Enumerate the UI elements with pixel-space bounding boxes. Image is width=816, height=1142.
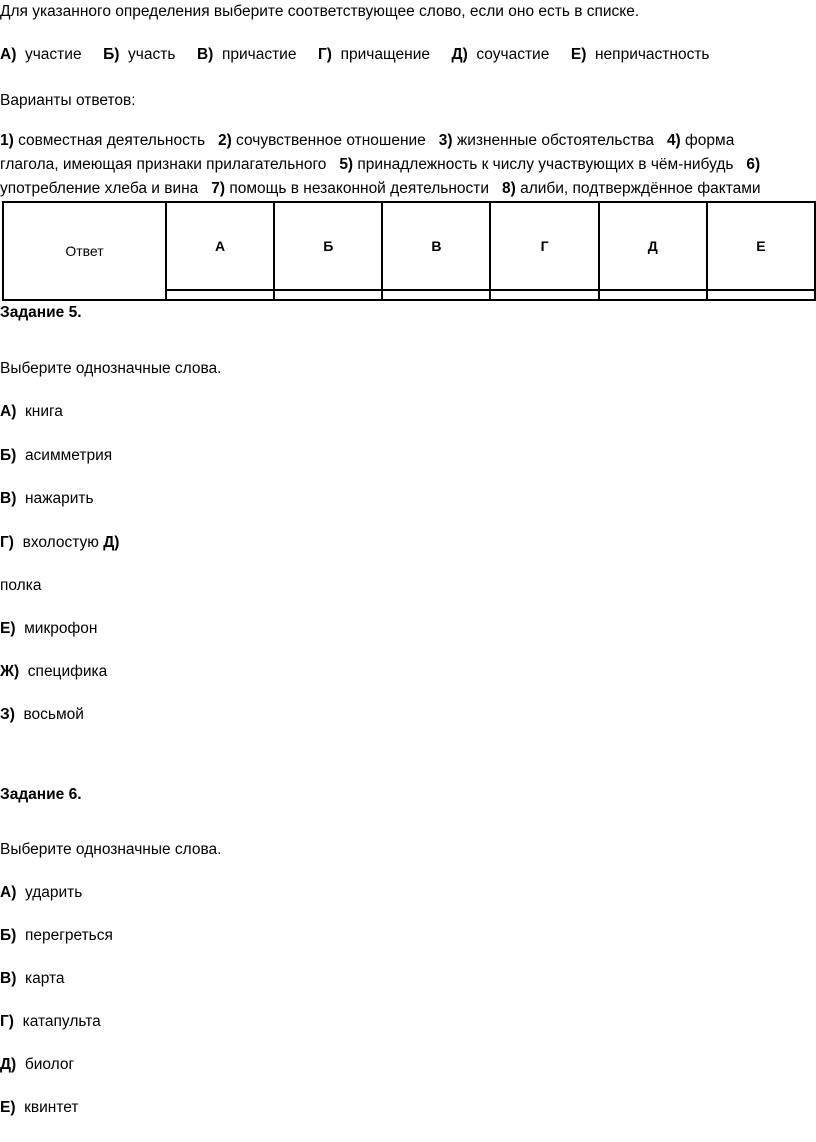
variant-text: алиби, подтверждённое фактами — [515, 180, 761, 197]
item-letter: Г) — [0, 534, 14, 551]
task5-item — [0, 490, 94, 508]
option-letter: Д) — [451, 46, 468, 63]
item-letter: А) — [0, 884, 17, 901]
option-word: участь — [128, 46, 176, 63]
answer-header-b: Б — [274, 202, 382, 290]
item-letter: Д) — [0, 1056, 17, 1073]
task5-item — [0, 447, 112, 465]
item-word: асимметрия — [24, 447, 113, 464]
item-letter: Д) — [103, 534, 120, 551]
task6-title: Задание 6. — [0, 786, 82, 803]
answer-variants-line-1 — [0, 132, 734, 150]
task6-item — [0, 884, 82, 902]
task5-item — [0, 620, 97, 638]
answer-cell-d[interactable] — [599, 290, 707, 300]
variant-text: помощь в незаконной деятельности — [225, 180, 502, 197]
item-letter: Ж) — [0, 663, 20, 680]
item-word: восьмой — [23, 706, 84, 723]
task5-item — [0, 663, 107, 681]
option-letter: В) — [196, 46, 214, 63]
answer-header-v: В — [382, 202, 490, 290]
variant-text: употребление хлеба и вина — [0, 180, 212, 197]
item-letter: Г) — [0, 1013, 14, 1030]
item-letter: Е) — [0, 620, 16, 637]
item-word: вхолостую — [22, 534, 99, 551]
answer-cell-e[interactable] — [707, 290, 815, 300]
task5-instruction: Выберите однозначные слова. — [0, 360, 222, 377]
variant-number: 2) — [217, 132, 232, 149]
task4-instruction: Для указанного определения выберите соответствующее слово, если оно есть в списке. — [0, 3, 640, 20]
option-word: соучастие — [476, 46, 550, 63]
task6-item — [0, 1099, 79, 1117]
variant-text: сочувственное отношение — [231, 132, 439, 149]
answer-variants-line-2 — [0, 156, 760, 174]
item-letter: Е) — [0, 1099, 16, 1116]
item-word: нажарить — [24, 490, 94, 507]
variant-number: 3) — [438, 132, 453, 149]
variant-number: 8) — [501, 180, 516, 197]
item-letter: Б) — [0, 927, 17, 944]
answer-header-a: А — [166, 202, 274, 290]
answer-table — [2, 201, 816, 301]
task6-item — [0, 970, 65, 988]
task6-item — [0, 1056, 74, 1074]
item-word: микрофон — [24, 620, 98, 637]
task5-item — [0, 403, 63, 421]
variant-text: принадлежность к числу участвующих в чём-нибудь — [353, 156, 747, 173]
item-word: катапульта — [22, 1013, 101, 1030]
answer-variants-line-3 — [0, 180, 761, 198]
item-word: ударить — [24, 884, 83, 901]
item-letter: В) — [0, 970, 17, 987]
task6-item — [0, 927, 113, 945]
variant-number: 5) — [339, 156, 354, 173]
answers-label: Варианты ответов: — [0, 92, 136, 109]
option-letter: Б) — [103, 46, 120, 63]
item-letter: В) — [0, 490, 17, 507]
task5-title: Задание 5. — [0, 304, 82, 321]
answer-header-d: Д — [599, 202, 707, 290]
option-letter: Е) — [570, 46, 587, 63]
item-letter: А) — [0, 403, 17, 420]
item-word: перегреться — [24, 927, 113, 944]
variant-text: совместная деятельность — [13, 132, 218, 149]
answer-cell-b[interactable] — [274, 290, 382, 300]
task5-item — [0, 706, 84, 724]
option-word: участие — [24, 46, 82, 63]
task5-item — [0, 534, 119, 552]
answer-header-g: Г — [490, 202, 598, 290]
variant-number: 6) — [746, 156, 761, 173]
option-word: причащение — [340, 46, 430, 63]
item-word: специфика — [27, 663, 108, 680]
answer-row-label: Ответ — [3, 202, 166, 300]
task5-item — [0, 577, 41, 595]
task6-instruction: Выберите однозначные слова. — [0, 841, 222, 858]
answer-cell-v[interactable] — [382, 290, 490, 300]
item-word: квинтет — [24, 1099, 79, 1116]
variant-number: 4) — [666, 132, 681, 149]
item-word: книга — [24, 403, 63, 420]
option-letter: Г) — [318, 46, 332, 63]
item-letter: З) — [0, 706, 15, 723]
answer-cell-a[interactable] — [166, 290, 274, 300]
item-word: карта — [24, 970, 65, 987]
variant-text: жизненные обстоятельства — [452, 132, 667, 149]
variant-text: глагола, имеющая признаки прилагательного — [0, 156, 340, 173]
option-letter: А) — [0, 46, 17, 63]
item-letter: Б) — [0, 447, 17, 464]
item-word: биолог — [24, 1056, 75, 1073]
variant-text: форма — [680, 132, 735, 149]
answer-cell-g[interactable] — [490, 290, 598, 300]
task4-options — [0, 46, 710, 64]
task6-item — [0, 1013, 101, 1031]
option-word: непричастность — [595, 46, 710, 63]
item-word: полка — [0, 577, 42, 594]
variant-number: 7) — [211, 180, 226, 197]
variant-number: 1) — [0, 132, 14, 149]
answer-header-e: Е — [707, 202, 815, 290]
option-word: причастие — [221, 46, 297, 63]
